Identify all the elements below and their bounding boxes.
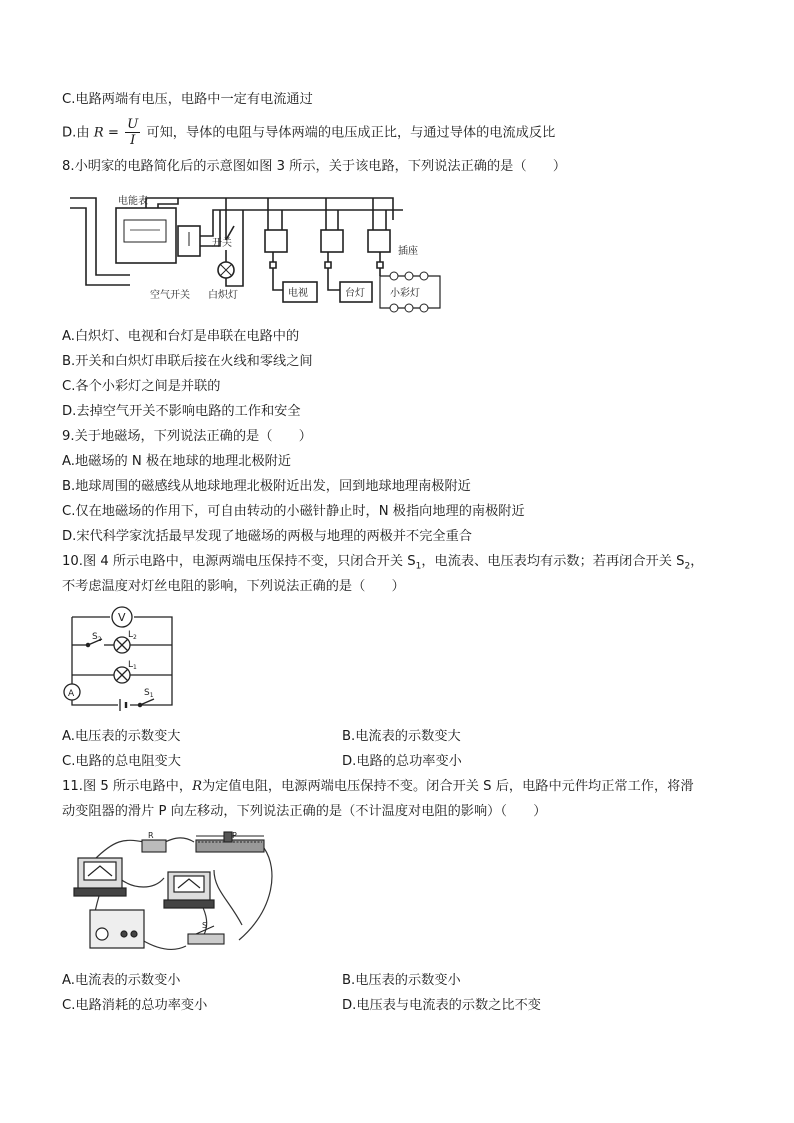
label-meter: 电能表 bbox=[118, 196, 148, 207]
q10-option-a: A.电压表的示数变大 bbox=[62, 729, 181, 744]
fraction-numerator: U bbox=[127, 117, 139, 132]
q9-option-b: B.地球周围的磁感线从地球地理北极附近出发，回到地球地理南极附近 bbox=[62, 479, 471, 494]
label-switch: 开关 bbox=[212, 238, 232, 249]
label-air-switch: 空气开关 bbox=[150, 290, 190, 301]
l2-label: $L_2$ bbox=[128, 630, 137, 641]
q7-option-d bbox=[62, 117, 555, 148]
q8-option-a: A.白炽灯、电视和台灯是串联在电路中的 bbox=[62, 329, 300, 344]
q8-option-c: C.各个小彩灯之间是并联的 bbox=[62, 379, 221, 394]
resistor-label: R bbox=[148, 831, 154, 840]
equals-sign: = bbox=[103, 125, 124, 141]
label-lamp: 白炽灯 bbox=[208, 290, 238, 301]
q8-stem: 8.小明家的电路简化后的示意图如图 3 所示，关于该电路，下列说法正确的是（ ） bbox=[62, 159, 567, 174]
q9-option-d: D.宋代科学家沈括最早发现了地磁场的两极与地理的两极并不完全重合 bbox=[62, 529, 472, 544]
label-tv: 电视 bbox=[288, 288, 308, 299]
q11-stem-line1: 11.图 5 所示电路中，R为定值电阻，电源两端电压保持不变。闭合开关 S 后，电路中元件均正常工作，将滑 bbox=[62, 779, 694, 794]
q11-option-b: B.电压表的示数变小 bbox=[342, 973, 461, 988]
ammeter-label: A bbox=[68, 689, 75, 699]
q7-option-c: C.电路两端有电压，电路中一定有电流通过 bbox=[62, 92, 313, 107]
l1-label: $L_1$ bbox=[128, 660, 137, 671]
q7-option-d-prefix: D.由 bbox=[62, 125, 94, 141]
fraction-denominator: I bbox=[130, 133, 136, 148]
label-socket: 插座 bbox=[398, 246, 418, 257]
q11-stem-line2: 动变阻器的滑片 P 向左移动，下列说法正确的是（不计温度对电阻的影响）（ ） bbox=[62, 804, 547, 819]
slider-label: P bbox=[232, 831, 237, 840]
q8-option-d: D.去掉空气开关不影响电路的工作和安全 bbox=[62, 404, 301, 419]
q10-option-b: B.电流表的示数变大 bbox=[342, 729, 461, 744]
q9-stem: 9.关于地磁场，下列说法正确的是（ ） bbox=[62, 429, 312, 444]
switch-label: S bbox=[202, 921, 208, 930]
q10-option-d: D.电路的总功率变小 bbox=[342, 754, 462, 769]
voltmeter-label: V bbox=[118, 611, 126, 624]
q10-stem-line1: 10.图 4 所示电路中，电源两端电压保持不变，只闭合开关 $S_1$，电流表、电压表均有示数；若再闭合开关 $S_2$， bbox=[62, 554, 704, 572]
s1-label: $S_1$ bbox=[144, 688, 154, 699]
slide-rheostat bbox=[196, 832, 264, 852]
q7-option-d-text: 可知，导体的电阻与导体两端的电压成正比，与通过导体的电流成反比 bbox=[142, 125, 556, 141]
power-supply bbox=[90, 910, 144, 948]
meter-left bbox=[74, 858, 126, 896]
q9-option-a: A.地磁场的 N 极在地球的地理北极附近 bbox=[62, 454, 292, 469]
label-string-lights: 小彩灯 bbox=[390, 288, 420, 299]
ohm-law-fraction bbox=[125, 117, 140, 148]
q8-option-b: B.开关和白炽灯串联后接在火线和零线之间 bbox=[62, 354, 313, 369]
q11-option-d: D.电压表与电流表的示数之比不变 bbox=[342, 998, 541, 1013]
fixed-resistor bbox=[142, 840, 166, 852]
label-desk-lamp: 台灯 bbox=[345, 288, 365, 299]
q11-option-c: C.电路消耗的总功率变小 bbox=[62, 998, 208, 1013]
q9-option-c: C.仅在地磁场的作用下，可自由转动的小磁针静止时，N 极指向地理的南极附近 bbox=[62, 504, 525, 519]
q10-stem-line2: 不考虑温度对灯丝电阻的影响，下列说法正确的是（ ） bbox=[62, 579, 405, 594]
figure-5-experiment-setup bbox=[64, 830, 284, 962]
q11-option-a: A.电流表的示数变小 bbox=[62, 973, 181, 988]
s2-label: $S_2$ bbox=[92, 632, 102, 643]
q10-option-c: C.电路的总电阻变大 bbox=[62, 754, 181, 769]
meter-middle bbox=[164, 872, 214, 908]
figure-4-parallel-circuit bbox=[62, 603, 182, 721]
figure-3-household-circuit bbox=[68, 190, 448, 320]
resistance-symbol: R bbox=[93, 125, 104, 141]
